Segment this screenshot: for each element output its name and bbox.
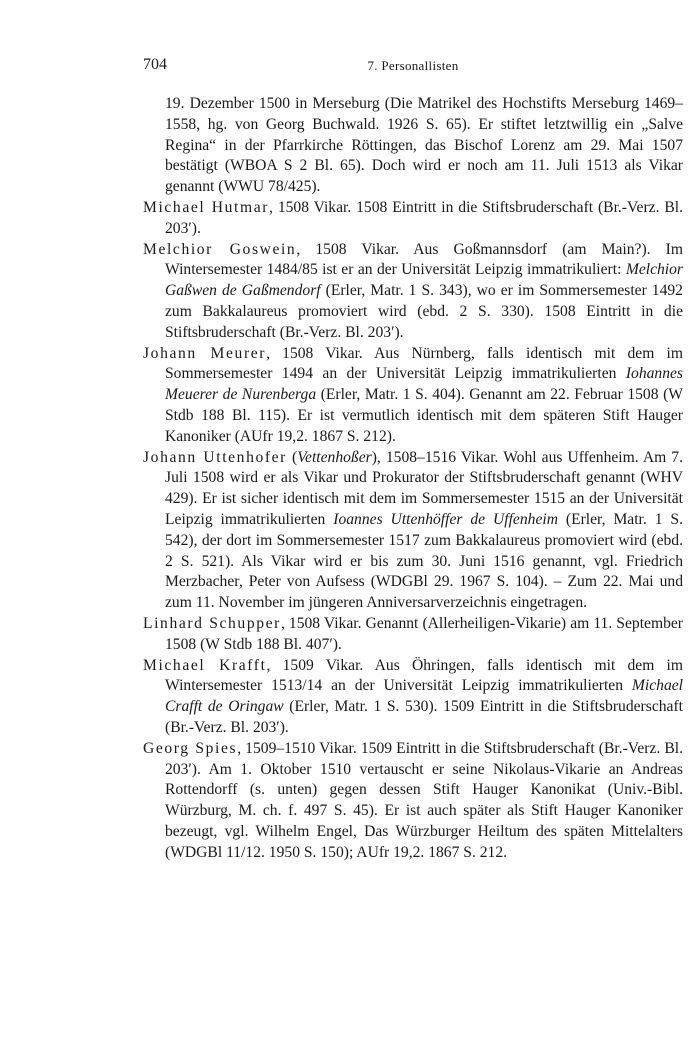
person-name: Michael Krafft xyxy=(143,656,267,674)
entry-text: 19. Dezember 1500 in Merseburg (Die Matrikel des Hochstifts Merseburg 1469–1558, hg. von Georg Buchwald. 1926 S. 65). Er stiftet letztwillig ein „Salve Regina“ in der Pfarrkirche Röttingen, das Bischof Lorenz am 29. Mai 1507 bestätigt (WBOA S 2 Bl. 65). Doch wird er noch am 11. Juli 1513 als Vikar genannt (WWU 78/425). xyxy=(165,95,683,196)
entry-text: , 1509 Vikar. Aus Öhringen, falls identisch mit dem im Wintersemester 1513/14 an der Universität Leipzig immatrikulierten xyxy=(165,656,683,695)
latin-name: Iohannes Meuerer de Nurenberga xyxy=(165,365,683,404)
person-name: Michael Hutmar xyxy=(143,198,270,216)
body-text xyxy=(143,94,683,863)
entry-text: ( xyxy=(286,448,298,466)
page-number: 704 xyxy=(143,56,167,73)
latin-name: Vettenhoßer xyxy=(297,448,372,466)
entry-text: , 1509–1510 Vikar. 1509 Eintritt in die Stiftsbruderschaft (Br.-Verz. Bl. 203′). Am 1. Oktober 1510 vertauscht er seine Nikolaus-Vikarie an Andreas Rottendorff (s. unten) gegen dessen Stift Hauger Kanonikat (Univ.-Bibl. Würzburg, M. ch. f. 497 S. 45). Er ist auch später als Stift Hauger Kanoniker bezeugt, vgl. Wilhelm Engel, Das Würzburger Heiltum des späten Mittelalters (WDGBl 11/12. 1950 S. 150); AUfr 19,2. 1867 S. 212. xyxy=(165,739,683,861)
running-head xyxy=(143,56,683,76)
person-name: Melchior Goswein xyxy=(143,240,297,258)
person-entry xyxy=(143,656,683,739)
entry-text: , 1508 Vikar. 1508 Eintritt in die Stiftsbruderschaft (Br.-Verz. Bl. 203′). xyxy=(165,198,683,237)
entry-text: (Erler, Matr. 1 S. 404). Genannt am 22. Februar 1508 (W Stdb 188 Bl. 115). Er ist vermutlich identisch mit dem späteren Stift Hauger Kanoniker (AUfr 19,2. 1867 S. 212). xyxy=(165,386,683,445)
person-name: Linhard Schupper xyxy=(143,614,281,632)
person-entry xyxy=(143,739,683,864)
entry-text: , 1508 Vikar. Aus Nürnberg, falls identisch mit dem im Sommersemester 1494 an der Universität Leipzig immatrikulierten xyxy=(165,344,683,383)
entry-text: ), 1508–1516 Vikar. Wohl aus Uffenheim. Am 7. Juli 1508 wird er als Vikar und Prokurator der Stiftsbruderschaft genannt (WHV 429). Er ist sicher identisch mit dem im Sommersemester 1515 an der Universität Leipzig immatrikulierten xyxy=(165,448,683,528)
person-entry xyxy=(143,344,683,448)
entry-text: (Erler, Matr. 1 S. 542), der dort im Sommersemester 1517 zum Bakkalaureus promoviert wird (ebd. 2 S. 521). Als Vikar wird er bis zum 30. Juni 1516 genannt, vgl. Friedrich Merzbacher, Peter von Aufsess (WDGBl 29. 1967 S. 104). – Zum 22. Mai und zum 11. November im jüngeren Anniversarverzeichnis eingetragen. xyxy=(165,510,683,612)
person-entry xyxy=(143,198,683,240)
latin-name: Ioannes Uttenhöffer de Uffenheim xyxy=(333,510,558,528)
person-name: Johann Uttenhofer xyxy=(143,448,287,466)
person-name: Georg Spies xyxy=(143,739,238,757)
running-title: 7. Personallisten xyxy=(367,58,459,73)
entry-continuation xyxy=(143,94,683,198)
person-entry xyxy=(143,448,683,614)
latin-name: Melchior Gaßwen de Gaßmendorf xyxy=(165,261,683,300)
entry-text: (Erler, Matr. 1 S. 343), wo er im Sommersemester 1492 zum Bakkalaureus promoviert wird (ebd. 2 S. 330). 1508 Eintritt in die Stiftsbruderschaft (Br.-Verz. Bl. 203′). xyxy=(165,282,683,341)
entry-text: (Erler, Matr. 1 S. 530). 1509 Eintritt in die Stiftsbruderschaft (Br.-Verz. Bl. 203′). xyxy=(165,698,683,736)
latin-name: Michael Crafft de Oringaw xyxy=(165,677,683,716)
person-name: Johann Meurer xyxy=(143,344,267,362)
entry-text: , 1508 Vikar. Genannt (Allerheiligen-Vikarie) am 11. September 1508 (W Stdb 188 Bl. 407′). xyxy=(165,614,683,653)
person-entry xyxy=(143,614,683,656)
person-entry xyxy=(143,240,683,344)
entry-text: , 1508 Vikar. Aus Goßmannsdorf (am Main?). Im Wintersemester 1484/85 ist er an der Universität Leipzig immatrikuliert: xyxy=(165,240,683,279)
